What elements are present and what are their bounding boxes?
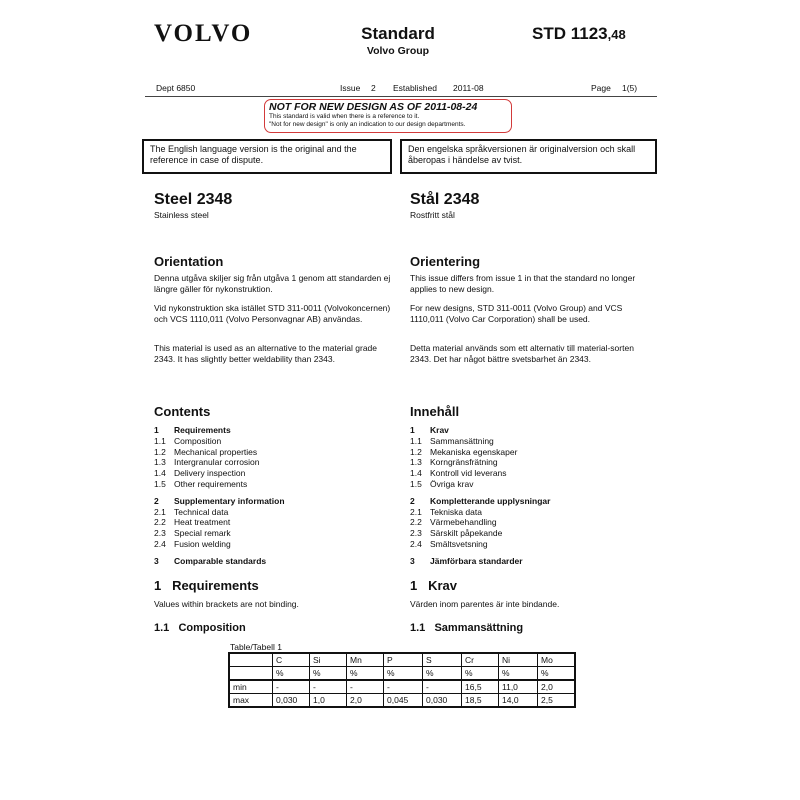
value-cell: 16,5 [462, 680, 499, 694]
toc-item-number: 2.4 [154, 539, 166, 549]
element-si: Si [310, 653, 347, 667]
toc-item [410, 517, 497, 527]
toc-item-number: 2 [410, 495, 415, 506]
toc-item [154, 468, 245, 478]
toc-item [410, 496, 550, 506]
toc-item [154, 517, 230, 527]
toc-item-label: Delivery inspection [174, 468, 246, 479]
notice-line-2: "Not for new design" is only an indication to our design departments. [269, 121, 466, 128]
value-cell: 2,0 [538, 680, 576, 694]
element-mn: Mn [347, 653, 384, 667]
toc-item-number: 1.3 [154, 457, 166, 468]
toc-item-label: Supplementary information [174, 495, 285, 506]
page-label: Page [591, 83, 611, 93]
dept-label: Dept 6850 [156, 83, 196, 93]
toc-item-number: 2 [154, 495, 159, 506]
toc-item-number: 3 [410, 555, 415, 566]
steel-subtitle: Stainless steel [154, 210, 209, 220]
unit-cell: % [423, 667, 462, 681]
standard-number-suffix: ,48 [607, 27, 626, 42]
toc-item [410, 468, 507, 478]
table-unit-row [229, 667, 575, 681]
toc-item-label: Smältsvetsning [430, 539, 488, 549]
stal-title: Stål 2348 [410, 191, 480, 208]
unit-cell: % [538, 667, 576, 681]
sammansattning-heading: 1.1 Sammansättning [410, 622, 524, 634]
toc-item-label: Mechanical properties [174, 446, 258, 457]
toc-item-label: Comparable standards [174, 555, 267, 566]
value-cell: - [347, 680, 384, 694]
page-value: 1(5) [622, 83, 638, 93]
toc-item-number: 1.5 [154, 479, 166, 489]
orientering-paragraph-3: Detta material används som ett alternativ till material-sorten 2343. Det har något bättre svetsbarhet än 2343. [410, 343, 634, 364]
established-value: 2011-08 [453, 83, 484, 93]
toc-item [410, 457, 498, 467]
value-cell: 14,0 [499, 694, 538, 708]
not-for-new-design-notice [264, 99, 512, 133]
toc-item [154, 457, 260, 467]
unit-cell: % [499, 667, 538, 681]
toc-item [410, 556, 523, 566]
requirements-note: Values within brackets are not binding. [154, 599, 299, 609]
row-label: min [229, 680, 273, 694]
toc-item-label: Heat treatment [174, 517, 231, 528]
value-cell: 1,0 [310, 694, 347, 708]
krav-heading: 1 Krav [410, 578, 457, 593]
table-row-min [229, 680, 575, 694]
toc-item-number: 1 [410, 425, 415, 435]
document-owner: Volvo Group [366, 45, 430, 57]
element-ni: Ni [499, 653, 538, 667]
volvo-logo: VOLVO [154, 20, 253, 47]
value-cell: 2,5 [538, 694, 576, 708]
toc-item-number: 2.2 [410, 517, 422, 528]
toc-item-label: Requirements [174, 425, 231, 435]
element-cr: Cr [462, 653, 499, 667]
contents-heading: Contents [154, 404, 211, 419]
orientering-heading: Orientering [410, 254, 481, 269]
toc-item-number: 2.1 [410, 506, 422, 517]
row-label: max [229, 694, 273, 708]
toc-item-label: Sammansättning [430, 435, 494, 446]
orientation-heading: Orientation [154, 254, 224, 269]
toc-item [410, 447, 517, 457]
toc-item [410, 528, 502, 538]
value-cell: - [310, 680, 347, 694]
toc-item-label: Intergranular corrosion [174, 457, 260, 468]
toc-item-number: 2.2 [154, 517, 166, 528]
toc-item-number: 1.4 [154, 468, 166, 479]
value-cell: 0,030 [273, 694, 310, 708]
toc-item-label: Värmebehandling [430, 517, 497, 528]
toc-item [154, 528, 231, 538]
orientation-paragraph-2: Vid nykonstruktion ska istället STD 311-0011 (Volvokoncernen) och VCS 1110,011 (Volvo Personvagnar AB) användas. [154, 303, 391, 324]
toc-item-number: 1.1 [154, 435, 166, 446]
document-type-title: Standard [361, 24, 435, 43]
issue-value: 2 [371, 83, 376, 93]
header-rule [145, 96, 657, 97]
table-row-max [229, 694, 575, 708]
toc-item-label: Tekniska data [430, 506, 482, 517]
stal-subtitle: Rostfritt stål [410, 210, 455, 220]
toc-item-number: 1.3 [410, 457, 422, 468]
toc-item [410, 539, 488, 549]
toc-item-label: Mekaniska egenskaper [430, 446, 518, 457]
unit-cell: % [273, 667, 310, 681]
toc-item-number: 3 [154, 555, 159, 566]
table-header-row [229, 653, 575, 667]
toc-item [154, 496, 285, 506]
element-mo: Mo [538, 653, 576, 667]
toc-item-label: Special remark [174, 528, 231, 539]
orientering-paragraph-1: This issue differs from issue 1 in that the standard no longer applies to new design. [410, 273, 636, 294]
value-cell: 0,045 [384, 694, 423, 708]
notice-line-1: This standard is valid when there is a reference to it. [269, 113, 420, 120]
value-cell: 0,030 [423, 694, 462, 708]
toc-item-number: 1.4 [410, 468, 422, 479]
toc-item-label: Övriga krav [430, 479, 474, 489]
value-cell: 18,5 [462, 694, 499, 708]
toc-item-label: Fusion welding [174, 539, 231, 549]
orientation-paragraph-3: This material is used as an alternative to the material grade 2343. It has slightly better weldability than 2343. [154, 343, 378, 364]
standard-number-main: STD 1123 [532, 24, 608, 43]
toc-item-number: 1.1 [410, 435, 422, 446]
toc-item-number: 1 [154, 425, 159, 435]
toc-item-number: 2.3 [410, 528, 422, 539]
toc-item [154, 447, 257, 457]
toc-item [154, 556, 266, 566]
unit-cell: % [347, 667, 384, 681]
standard-number [532, 24, 626, 44]
value-cell: 2,0 [347, 694, 384, 708]
value-cell: 11,0 [499, 680, 538, 694]
toc-item-label: Särskilt påpekande [430, 528, 503, 539]
unit-cell: % [462, 667, 499, 681]
toc-item-label: Other requirements [174, 479, 248, 489]
toc-item [154, 479, 247, 489]
toc-item [154, 425, 231, 435]
composition-heading: 1.1 Composition [154, 622, 246, 634]
notice-title: NOT FOR NEW DESIGN AS OF 2011-08-24 [269, 101, 478, 113]
toc-item [154, 539, 231, 549]
toc-item-number: 2.1 [154, 506, 166, 517]
orientation-paragraph-1: Denna utgåva skiljer sig från utgåva 1 genom att standarden ej längre gäller för nykonstruktion. [154, 273, 391, 294]
krav-note: Värden inom parentes är inte bindande. [410, 599, 560, 609]
toc-item [410, 436, 494, 446]
toc-item-number: 1.5 [410, 479, 422, 489]
issue-label: Issue [340, 83, 361, 93]
innehall-heading: Innehåll [410, 404, 460, 419]
english-language-note: The English language version is the original and the reference in case of dispute. [142, 139, 392, 174]
steel-title: Steel 2348 [154, 191, 233, 208]
toc-item-label: Composition [174, 435, 222, 446]
swedish-language-note: Den engelska språkversionen är originalversion och skall åberopas i händelse av tvist. [400, 139, 657, 174]
established-label: Established [393, 83, 437, 93]
value-cell: - [384, 680, 423, 694]
table-corner-cell [229, 653, 273, 667]
toc-item [410, 479, 473, 489]
toc-item-label: Korngränsfrätning [430, 457, 498, 468]
toc-item-label: Jämförbara standarder [430, 555, 523, 566]
toc-item [410, 507, 482, 517]
element-p: P [384, 653, 423, 667]
toc-item-number: 2.4 [410, 539, 422, 549]
toc-item-label: Krav [430, 425, 449, 435]
value-cell: - [423, 680, 462, 694]
requirements-heading: 1 Requirements [154, 578, 259, 593]
element-s: S [423, 653, 462, 667]
toc-item-number: 1.2 [154, 446, 166, 457]
toc-item-label: Kontroll vid leverans [430, 468, 507, 479]
table-caption: Table/Tabell 1 [230, 642, 282, 652]
orientering-paragraph-2: For new designs, STD 311-0011 (Volvo Group) and VCS 1110,011 (Volvo Car Corporation) shall be used. [410, 303, 623, 324]
value-cell: - [273, 680, 310, 694]
toc-item [154, 436, 221, 446]
toc-item-label: Technical data [174, 506, 229, 517]
toc-item [154, 507, 228, 517]
toc-item-number: 2.3 [154, 528, 166, 539]
composition-table [228, 652, 576, 708]
unit-cell: % [310, 667, 347, 681]
toc-item-number: 1.2 [410, 446, 422, 457]
toc-item-label: Kompletterande upplysningar [430, 495, 551, 506]
table-unit-corner [229, 667, 273, 681]
element-c: C [273, 653, 310, 667]
unit-cell: % [384, 667, 423, 681]
toc-item [410, 425, 449, 435]
